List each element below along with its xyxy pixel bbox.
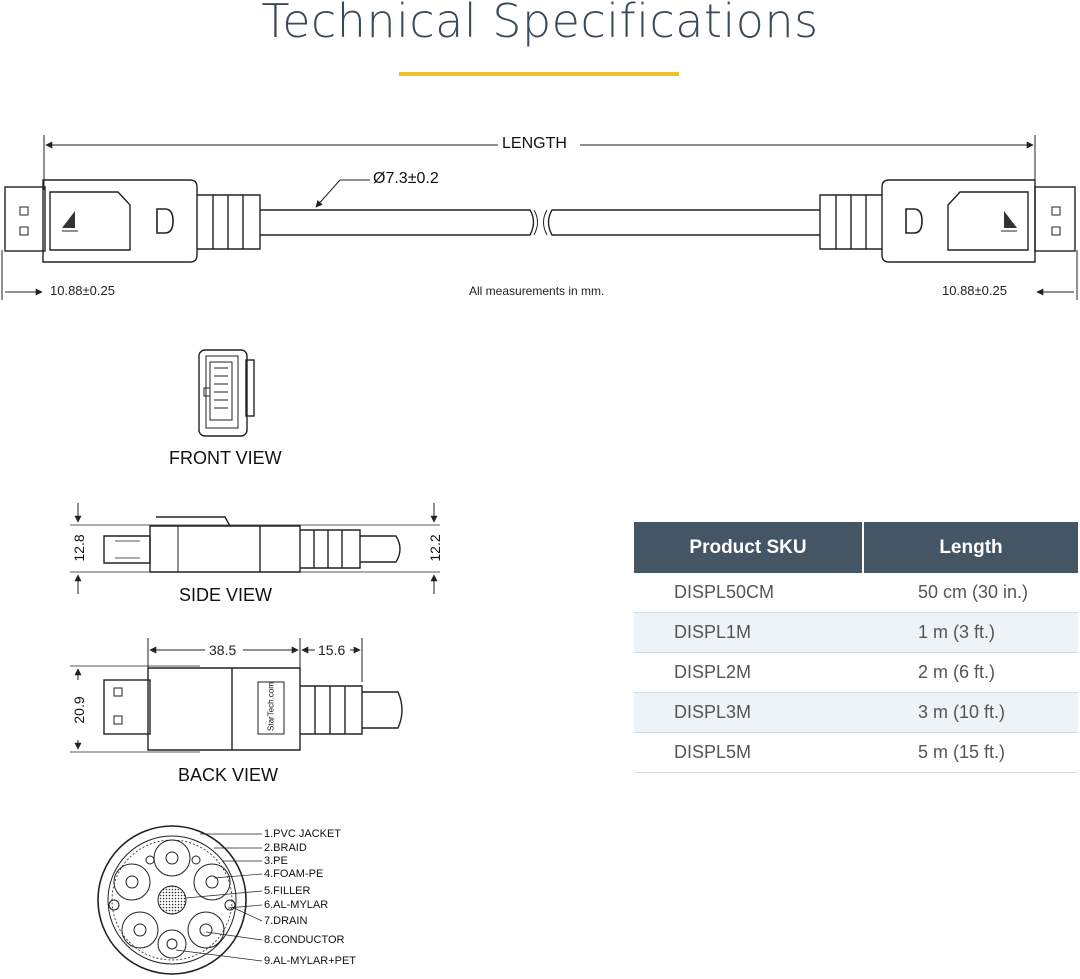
layer-label-5: 5.FILLER [264, 885, 311, 897]
diameter-label: Ø7.3±0.2 [373, 170, 439, 187]
left-dimension: 10.88±0.25 [50, 283, 115, 298]
right-dimension: 10.88±0.25 [942, 283, 1007, 298]
sku-length-table [634, 522, 1078, 773]
layer-label-1: 1.PVC JACKET [264, 828, 342, 840]
page-title: Technical Specifications [261, 0, 819, 48]
back-view-label: BACK VIEW [178, 765, 279, 785]
table-row [634, 653, 1078, 693]
length-cell: 3 m (10 ft.) [863, 693, 1078, 733]
layer-label-6: 6.AL-MYLAR [264, 899, 329, 911]
layer-label-8: 8.CONDUCTOR [264, 934, 345, 946]
side-view-label: SIDE VIEW [179, 585, 273, 605]
layer-label-2: 2.BRAID [264, 842, 307, 854]
layer-label-9: 9.AL-MYLAR+PET [264, 955, 357, 967]
front-view-label: FRONT VIEW [169, 448, 282, 468]
length-label: LENGTH [502, 135, 567, 152]
cross-section-drawing [98, 826, 262, 974]
side-dim-right: 12.2 [427, 534, 443, 562]
table-row [634, 613, 1078, 653]
brand-logo: StarTech.com [266, 682, 276, 731]
header-length: Length [863, 522, 1078, 573]
header-product-sku: Product SKU [634, 522, 863, 573]
sku-cell: DISPL5M [634, 733, 863, 773]
sku-cell: DISPL3M [634, 693, 863, 733]
length-cell: 1 m (3 ft.) [863, 613, 1078, 653]
table-row [634, 693, 1078, 733]
measurements-note: All measurements in mm. [469, 284, 605, 298]
layer-label-3: 3.PE [264, 855, 288, 867]
table-row [634, 573, 1078, 613]
length-cell: 2 m (6 ft.) [863, 653, 1078, 693]
sku-cell: DISPL50CM [634, 573, 863, 613]
side-dim-left: 12.8 [71, 534, 87, 562]
sku-cell: DISPL2M [634, 653, 863, 693]
back-dim-top-a: 38.5 [209, 642, 237, 658]
sku-cell: DISPL1M [634, 613, 863, 653]
layer-label-4: 4.FOAM-PE [264, 868, 324, 880]
left-connector-drawing [5, 180, 538, 262]
length-cell: 5 m (15 ft.) [863, 733, 1078, 773]
side-view-drawing [70, 503, 440, 594]
right-connector-drawing [544, 180, 1076, 262]
layer-label-7: 7.DRAIN [264, 915, 308, 927]
front-view-drawing [199, 350, 254, 436]
back-dim-top-b: 15.6 [318, 642, 346, 658]
table-row [634, 733, 1078, 773]
back-dim-left: 20.9 [71, 696, 87, 724]
length-cell: 50 cm (30 in.) [863, 573, 1078, 613]
